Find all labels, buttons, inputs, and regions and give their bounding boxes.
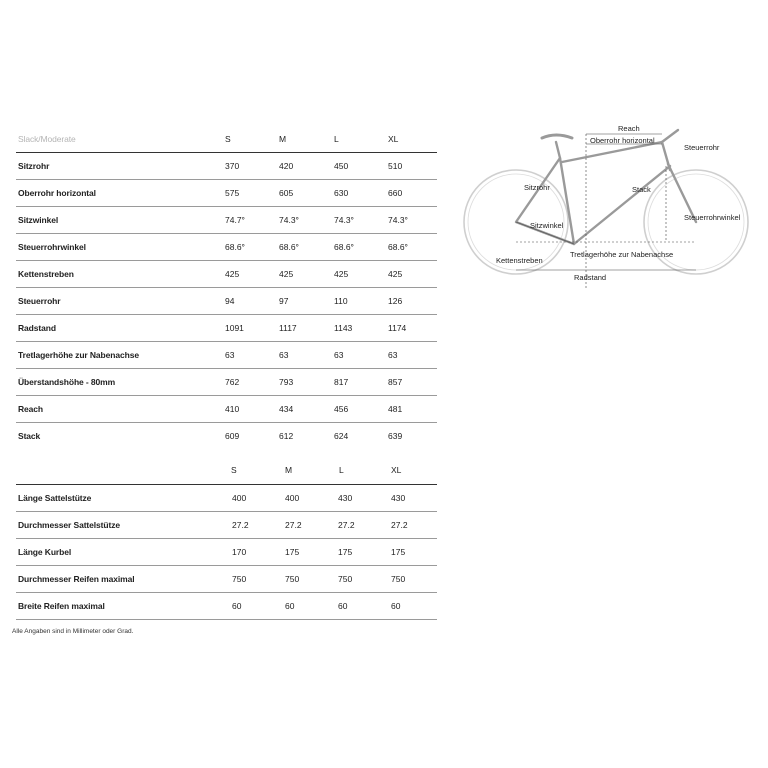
value-xl: 750 <box>391 574 406 584</box>
value-m: 63 <box>279 350 289 360</box>
bike-geometry-diagram <box>456 118 756 302</box>
value-l: 425 <box>334 269 349 279</box>
radstand-label: Radstand <box>574 273 607 282</box>
value-l: 430 <box>338 493 353 503</box>
value-l: 750 <box>338 574 353 584</box>
value-s: 74.7° <box>225 215 245 225</box>
value-l: 456 <box>334 404 349 414</box>
value-l: 110 <box>334 296 348 306</box>
value-m: 420 <box>279 161 294 171</box>
value-s: 27.2 <box>232 520 249 530</box>
reach-label: Reach <box>618 124 640 133</box>
size-s-header: S <box>225 134 231 144</box>
row-label: Überstandshöhe - 80mm <box>18 377 116 387</box>
value-xl: 74.3° <box>388 215 408 225</box>
value-xl: 857 <box>388 377 403 387</box>
value-xl: 63 <box>388 350 398 360</box>
value-s: 410 <box>225 404 240 414</box>
value-m: 612 <box>279 431 294 441</box>
row-label: Reach <box>18 404 44 414</box>
value-l: 630 <box>334 188 349 198</box>
row-divider <box>16 619 437 620</box>
value-xl: 425 <box>388 269 403 279</box>
value-xl: 60 <box>391 601 401 611</box>
value-xl: 481 <box>388 404 403 414</box>
value-l: 817 <box>334 377 349 387</box>
value-l: 624 <box>334 431 349 441</box>
sitzrohr-label: Sitzrohr <box>524 183 550 192</box>
row-label: Sitzwinkel <box>18 215 59 225</box>
table-row <box>16 153 437 179</box>
oberrohr-label: Oberrohr horizontal <box>590 136 655 145</box>
value-s: 370 <box>225 161 240 171</box>
value-l: 1143 <box>334 323 353 333</box>
row-label: Länge Sattelstütze <box>18 493 92 503</box>
steuerrohr-label: Steuerrohr <box>684 143 720 152</box>
value-xl: 175 <box>391 547 406 557</box>
value-l: 74.3° <box>334 215 354 225</box>
size-l-header: L <box>334 134 339 144</box>
value-m: 27.2 <box>285 520 302 530</box>
table-row <box>16 512 437 538</box>
table-row <box>16 593 437 619</box>
row-label: Stack <box>18 431 41 441</box>
value-s: 575 <box>225 188 240 198</box>
value-xl: 430 <box>391 493 406 503</box>
row-label: Tretlagerhöhe zur Nabenachse <box>18 350 139 360</box>
table-row <box>16 369 437 395</box>
value-l: 27.2 <box>338 520 355 530</box>
table-row <box>16 234 437 260</box>
value-l: 63 <box>334 350 344 360</box>
row-label: Durchmesser Sattelstütze <box>18 520 120 530</box>
value-s: 425 <box>225 269 240 279</box>
steuerrohrwinkel-label: Steuerrohrwinkel <box>684 213 741 222</box>
value-s: 68.6° <box>225 242 245 252</box>
value-m: 68.6° <box>279 242 299 252</box>
value-m: 97 <box>279 296 289 306</box>
value-m: 74.3° <box>279 215 299 225</box>
size-xl-header: XL <box>388 134 399 144</box>
size-m-header: M <box>285 465 293 475</box>
value-m: 400 <box>285 493 300 503</box>
value-xl: 27.2 <box>391 520 408 530</box>
table-row <box>16 261 437 287</box>
row-label: Breite Reifen maximal <box>18 601 105 611</box>
value-l: 175 <box>338 547 353 557</box>
sitzwinkel-label: Sitzwinkel <box>530 221 564 230</box>
size-l-header: L <box>339 465 344 475</box>
value-m: 175 <box>285 547 300 557</box>
row-label: Oberrohr horizontal <box>18 188 96 198</box>
row-label: Steuerrohr <box>18 296 61 306</box>
row-label: Steuerrohrwinkel <box>18 242 86 252</box>
value-s: 63 <box>225 350 235 360</box>
value-l: 450 <box>334 161 349 171</box>
value-m: 1117 <box>279 323 297 333</box>
value-xl: 660 <box>388 188 403 198</box>
value-s: 609 <box>225 431 240 441</box>
value-s: 400 <box>232 493 247 503</box>
table-row <box>16 180 437 206</box>
table-row <box>16 315 437 341</box>
kettenstreben-label: Kettenstreben <box>496 256 543 265</box>
size-xl-header: XL <box>391 465 402 475</box>
components-table-header <box>16 457 437 483</box>
size-s-header: S <box>231 465 237 475</box>
row-label: Durchmesser Reifen maximal <box>18 574 135 584</box>
value-l: 60 <box>338 601 348 611</box>
value-s: 170 <box>232 547 247 557</box>
value-m: 605 <box>279 188 294 198</box>
value-s: 60 <box>232 601 242 611</box>
table-row <box>16 539 437 565</box>
tretlager-label: Tretlagerhöhe zur Nabenachse <box>570 250 674 259</box>
value-xl: 1174 <box>388 323 407 333</box>
value-s: 94 <box>225 296 235 306</box>
size-m-header: M <box>279 134 287 144</box>
row-label: Radstand <box>18 323 56 333</box>
value-m: 750 <box>285 574 300 584</box>
row-label: Sitzrohr <box>18 161 50 171</box>
value-m: 60 <box>285 601 295 611</box>
value-l: 68.6° <box>334 242 354 252</box>
geometry-table-header <box>16 126 437 152</box>
table-row <box>16 207 437 233</box>
value-s: 1091 <box>225 323 244 333</box>
table-row <box>16 423 437 449</box>
value-xl: 510 <box>388 161 403 171</box>
table-row <box>16 485 437 511</box>
value-m: 425 <box>279 269 294 279</box>
header-label: Slack/Moderate <box>18 134 76 144</box>
value-s: 762 <box>225 377 240 387</box>
table-row <box>16 342 437 368</box>
value-xl: 68.6° <box>388 242 408 252</box>
row-label: Kettenstreben <box>18 269 74 279</box>
units-note: Alle Angaben sind in Millimeter oder Grad. <box>12 628 134 635</box>
row-label: Länge Kurbel <box>18 547 72 557</box>
value-s: 750 <box>232 574 247 584</box>
value-xl: 126 <box>388 296 403 306</box>
stack-label: Stack <box>632 185 651 194</box>
table-row <box>16 396 437 422</box>
value-xl: 639 <box>388 431 403 441</box>
value-m: 434 <box>279 404 294 414</box>
table-row <box>16 288 437 314</box>
value-m: 793 <box>279 377 294 387</box>
table-row <box>16 566 437 592</box>
